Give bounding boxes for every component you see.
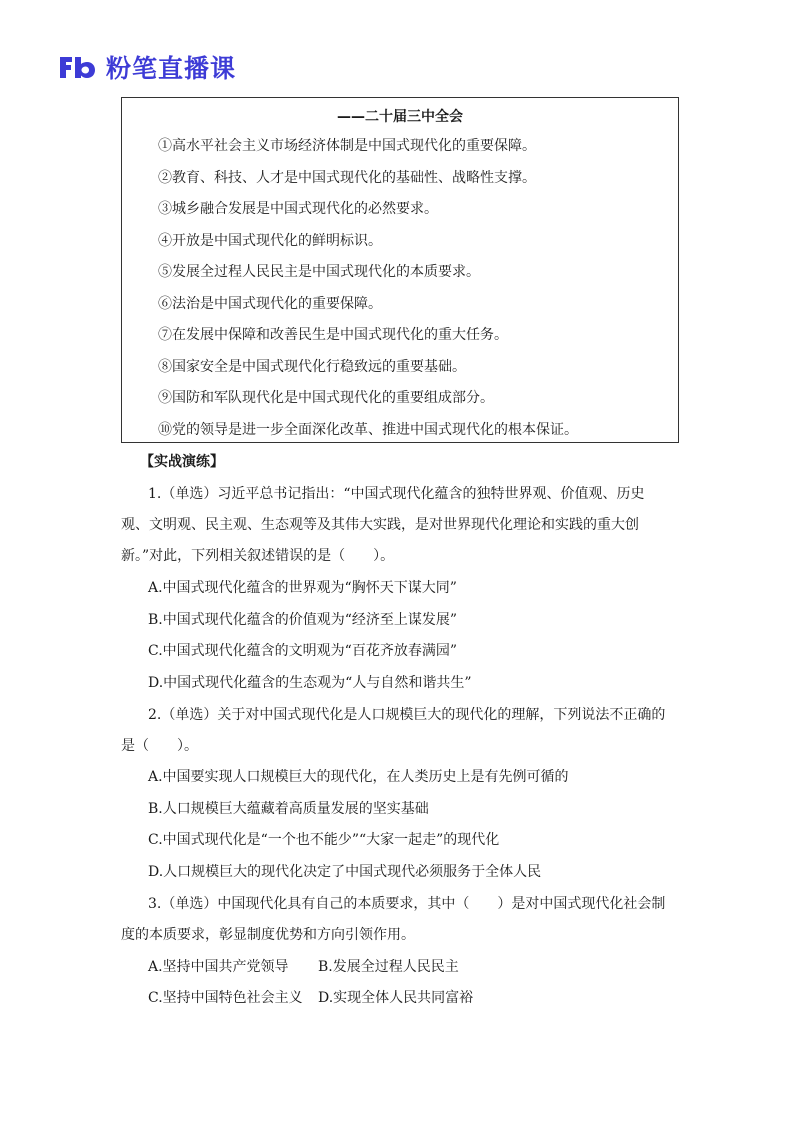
box-list — [158, 136, 578, 451]
q2-stem-line: 是（ ）。 — [121, 738, 198, 754]
q2-option: D.人口规模巨大的现代化决定了中国式现代必须服务于全体人民 — [148, 864, 542, 880]
q3-stem-line: 度的本质要求，彰显制度优势和方向引领作用。 — [121, 927, 415, 943]
q3-option: D.实现全体人民共同富裕 — [318, 990, 474, 1006]
list-item: ⑦在发展中保障和改善民生是中国式现代化的重大任务。 — [158, 327, 508, 343]
list-item: ⑥法治是中国式现代化的重要保障。 — [158, 295, 382, 312]
q1-stem-line: 新。”对此，下列相关叙述错误的是（ ）。 — [121, 548, 395, 564]
q1-option: C.中国式现代化蕴含的文明观为“百花齐放春满园” — [148, 643, 457, 659]
q2-option: C.中国式现代化是“一个也不能少”“大家一起走”的现代化 — [148, 832, 500, 848]
q3-stem-line: 3.（单选）中国现代化具有自己的本质要求，其中（ ）是对中国式现代化社会制 — [148, 896, 666, 912]
q1-option: A.中国式现代化蕴含的世界观为“胸怀天下谋大同” — [148, 580, 457, 596]
fb-logo-icon — [58, 53, 98, 81]
box-title: ——二十届三中全会 — [337, 109, 463, 125]
q3-option-row — [148, 957, 459, 977]
q1-stem-line: 观、文明观、民主观、生态观等及其伟大实践，是对世界现代化理论和实践的重大创 — [121, 517, 639, 533]
list-item: ④开放是中国式现代化的鲜明标识。 — [158, 232, 382, 249]
q3-option: B.发展全过程人民民主 — [318, 959, 459, 975]
list-item: ①高水平社会主义市场经济体制是中国式现代化的重要保障。 — [158, 138, 536, 154]
list-item: ③城乡融合发展是中国式现代化的必然要求。 — [158, 201, 438, 217]
summary-box — [121, 97, 679, 443]
list-item: ⑩党的领导是进一步全面深化改革、推进中国式现代化的根本保证。 — [158, 421, 578, 438]
q2-stem-line: 2.（单选）关于对中国式现代化是人口规模巨大的现代化的理解，下列说法不正确的 — [148, 707, 666, 723]
q3-option: C.坚持中国特色社会主义 — [148, 990, 303, 1006]
list-item: ②教育、科技、人才是中国式现代化的基础性、战略性支撑。 — [158, 169, 536, 186]
list-item: ⑤发展全过程人民民主是中国式现代化的本质要求。 — [158, 264, 480, 280]
section-title: 【实战演练】 — [140, 454, 224, 470]
q1-option: B.中国式现代化蕴含的价值观为“经济至上谋发展” — [148, 612, 458, 628]
brand-text: 粉笔直播课 — [106, 54, 237, 83]
brand-logo — [58, 50, 236, 84]
q2-option: A.中国要实现人口规模巨大的现代化，在人类历史上是有先例可循的 — [148, 769, 569, 785]
list-item: ⑨国防和军队现代化是中国式现代化的重要组成部分。 — [158, 390, 494, 406]
list-item: ⑧国家安全是中国式现代化行稳致远的重要基础。 — [158, 358, 466, 375]
q1-option: D.中国式现代化蕴含的生态观为“人与自然和谐共生” — [148, 675, 472, 691]
q2-option: B.人口规模巨大蕴藏着高质量发展的坚实基础 — [148, 801, 429, 817]
q1-stem-line: 1.（单选）习近平总书记指出：“中国式现代化蕴含的独特世界观、价值观、历史 — [148, 486, 645, 502]
q3-option-row — [148, 988, 473, 1008]
q3-option: A.坚持中国共产党领导 — [148, 959, 289, 975]
